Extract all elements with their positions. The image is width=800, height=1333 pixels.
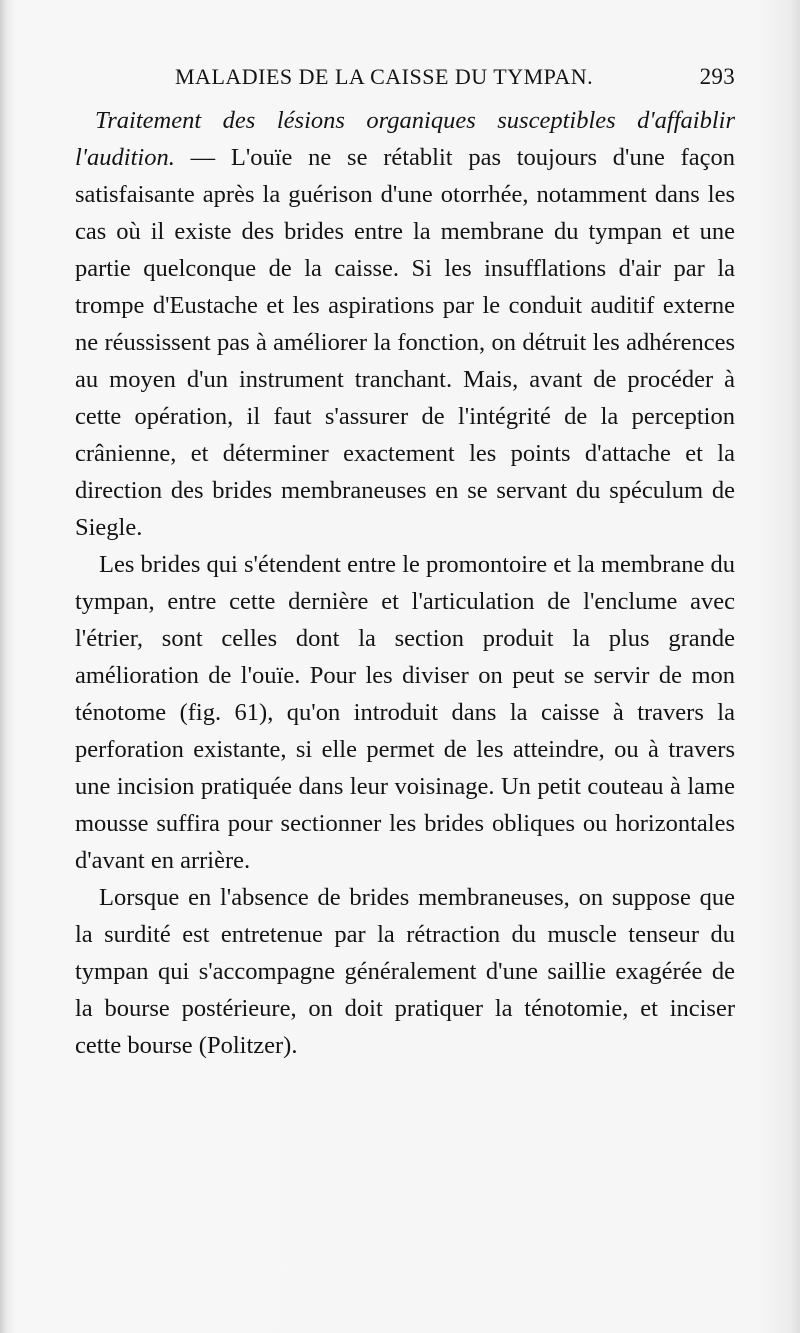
paragraph-2: Les brides qui s'étendent entre le promontoire et la membrane du tympan, entre cette dernière et l'articulation de l'enclume avec l'étrier, sont celles dont la section produit la plus grande amélioration de l'ouïe. Pour les diviser on peut se servir de mon ténotome (fig. 61), qu'on introduit dans la caisse à travers la perforation existante, si elle permet de les atteindre, ou à travers une incision pratiquée dans leur voisinage. Un petit couteau à lame mousse suffira pour sectionner les brides obliques ou horizontales d'avant en arrière. (75, 551, 735, 874)
paragraph-1-text: — L'ouïe ne se rétablit pas toujours d'une façon satisfaisante après la guérison d'une otorrhée, notamment dans les cas où il existe des brides entre la membrane du tympan et une partie quelconque de la caisse. Si les insufflations d'air par la trompe d'Eustache et les aspirations par le conduit auditif externe ne réussissent pas à améliorer la fonction, on détruit les adhérences au moyen d'un instrument tranchant. Mais, avant de procéder à cette opération, il faut s'assurer de l'intégrité de la perception crânienne, et déterminer exactement les points d'attache et la direction des brides membraneuses en se servant du spéculum de Siegle. (75, 144, 735, 541)
running-header (75, 56, 735, 96)
running-title: MALADIES DE LA CAISSE DU TYMPAN. (175, 64, 594, 89)
section-heading: Traitement des lésions organiques susceptibles d'affaiblir l'audition. (75, 107, 735, 171)
paragraph-3: Lorsque en l'absence de brides membraneuses, on suppose que la surdité est entretenue par la rétraction du muscle tenseur du tympan qui s'accompagne généralement d'une saillie exagérée de la bourse postérieure, on doit pratiquer la ténotomie, et inciser cette bourse (Politzer). (75, 884, 735, 1059)
body-text (75, 102, 735, 1064)
paragraph-1 (75, 102, 735, 546)
page-number: 293 (699, 64, 735, 89)
